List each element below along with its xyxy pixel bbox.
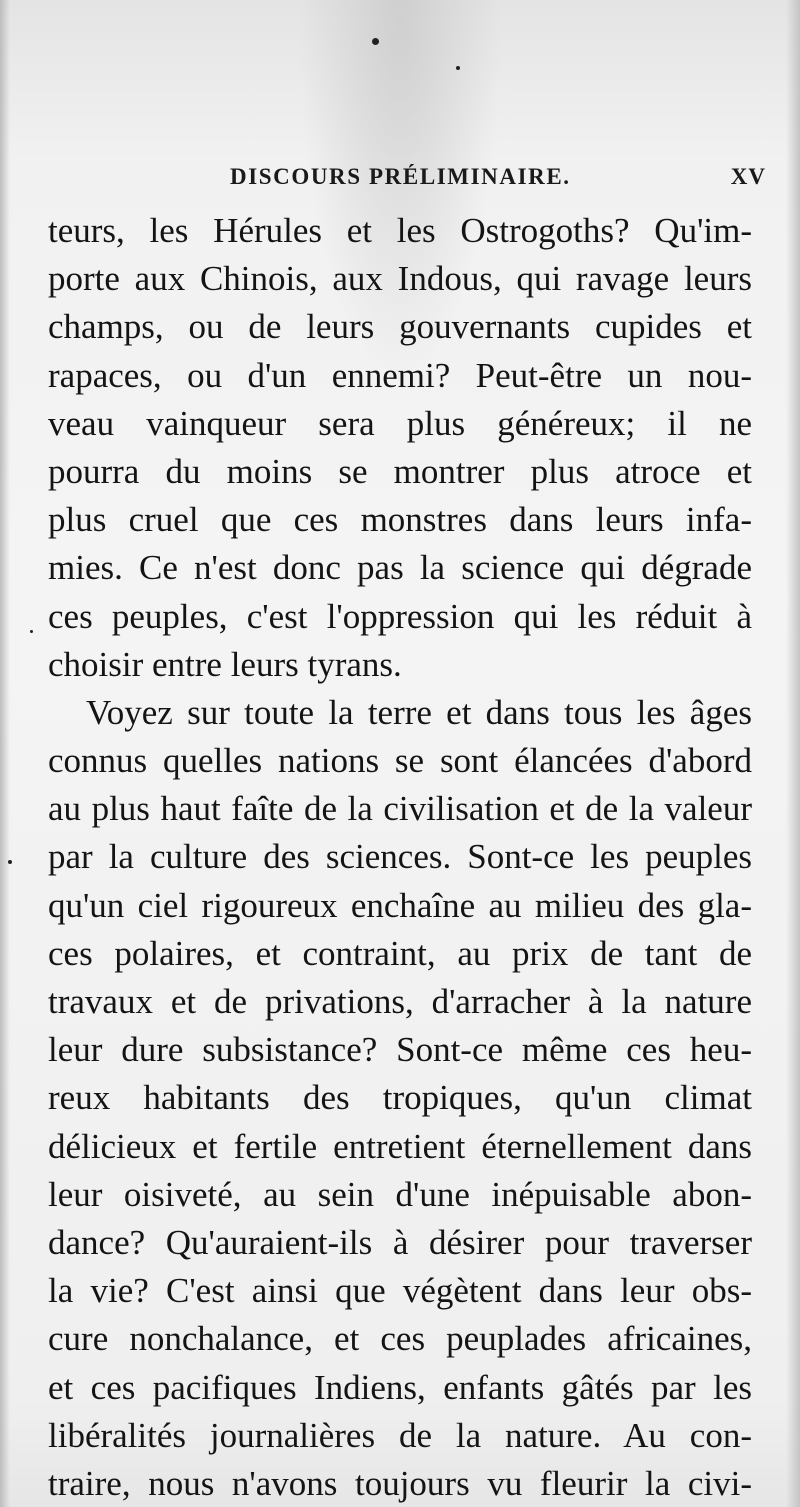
page-right-edge-shadow <box>786 0 800 1507</box>
paragraph-last-line: choisir entre leurs tyrans. <box>48 644 402 684</box>
running-title: DISCOURS PRÉLIMINAIRE. <box>230 164 571 189</box>
text-line: teurs, les Hérules et les Ostrogoths? Qu'im- <box>48 211 752 250</box>
page-number: XV <box>730 164 766 189</box>
text-line: travaux et de privations, d'arracher à la nature <box>48 982 752 1021</box>
text-line: leur oisiveté, au sein d'une inépuisable abon- <box>48 1174 752 1214</box>
text-line: délicieux et fertile entretient éternellement dans <box>48 1126 752 1166</box>
text-line: plus cruel que ces monstres dans leurs infa- <box>48 500 752 540</box>
text-line: cure nonchalance, et ces peuplades africaines, <box>48 1319 752 1359</box>
text-line: traire, nous n'avons toujours vu fleurir la civi- <box>48 1463 752 1503</box>
ink-speck <box>30 630 33 633</box>
ink-speck <box>8 860 12 864</box>
text-line: rapaces, ou d'un ennemi? Peut-être un nou- <box>48 355 752 395</box>
text-line: champs, ou de leurs gouvernants cupides et <box>48 307 752 347</box>
text-line: qu'un ciel rigoureux enchaîne au milieu des gla- <box>48 885 752 925</box>
text-line: mies. Ce n'est donc pas la science qui dégrade <box>48 548 752 588</box>
text-line: par la culture des sciences. Sont-ce les peuples <box>48 837 752 877</box>
page-left-edge-shadow <box>0 0 10 1507</box>
text-line: ces polaires, et contraint, au prix de tant de <box>48 933 752 973</box>
text-line: et ces pacifiques Indiens, enfants gâtés par les <box>48 1367 752 1407</box>
text-line: la vie? C'est ainsi que végètent dans leur obs- <box>48 1271 752 1311</box>
text-line: connus quelles nations se sont élancées d'abord <box>48 741 752 781</box>
paragraph-first-line: Voyez sur toute la terre et dans tous les âges <box>86 692 752 732</box>
text-line: pourra du moins se montrer plus atroce et <box>48 451 752 491</box>
body-text <box>48 207 752 1507</box>
text-line: leur dure subsistance? Sont-ce même ces heu- <box>48 1030 752 1070</box>
text-line: au plus haut faîte de la civilisation et de la valeur <box>48 789 752 829</box>
text-line: reux habitants des tropiques, qu'un climat <box>48 1078 752 1118</box>
ink-speck <box>372 38 379 45</box>
text-line: dance? Qu'auraient-ils à désirer pour traverser <box>48 1222 752 1262</box>
page-header <box>230 164 766 194</box>
ink-speck <box>456 66 460 70</box>
text-line: veau vainqueur sera plus généreux; il ne <box>48 403 752 443</box>
text-line: ces peuples, c'est l'oppression qui les réduit à <box>48 596 752 636</box>
text-line: libéralités journalières de la nature. Au con- <box>48 1415 752 1455</box>
text-line: porte aux Chinois, aux Indous, qui ravage leurs <box>48 259 752 299</box>
